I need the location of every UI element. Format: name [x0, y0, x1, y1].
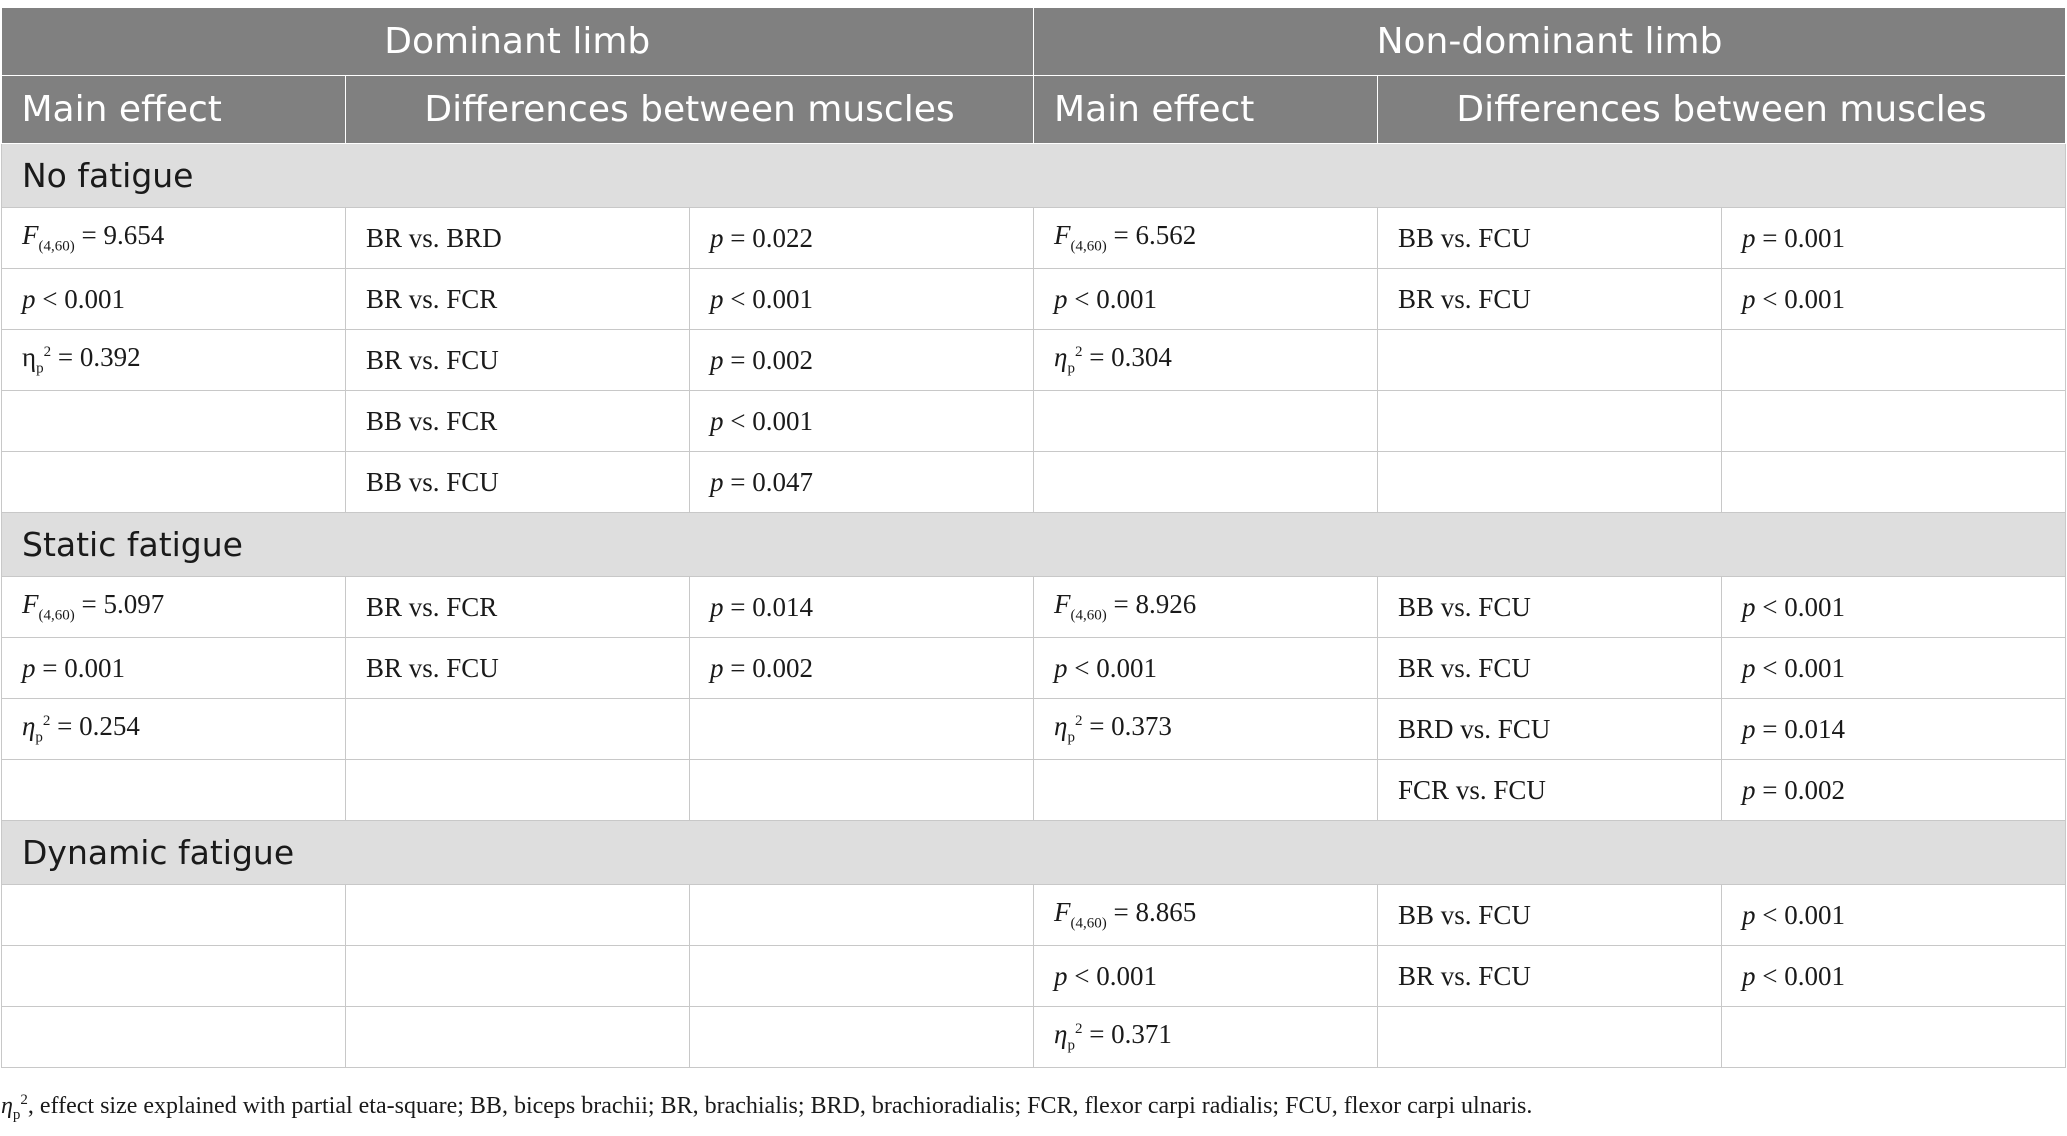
- table-row: [2, 391, 2066, 452]
- p-value: = 0.022: [730, 222, 813, 253]
- eta-value: = 0.371: [1089, 1019, 1172, 1050]
- dominant-main-effect-header: Main effect: [2, 76, 346, 144]
- dominant-main-effect-cell: [2, 452, 346, 513]
- section-row: [2, 821, 2066, 885]
- muscle-pair: BB vs. FCU: [1398, 222, 1531, 253]
- p-value: < 0.001: [1074, 283, 1158, 314]
- muscle-pair: BR vs. FCU: [1398, 652, 1531, 683]
- non-dominant-p-cell: [1722, 391, 2066, 452]
- table-row: [2, 885, 2066, 946]
- non-dominant-muscle-pair-cell: [1378, 946, 1722, 1007]
- dominant-p-cell: [690, 760, 1034, 821]
- non-dominant-main-effect-header: Main effect: [1034, 76, 1378, 144]
- p-value: = 0.001: [1762, 222, 1846, 253]
- non-dominant-main-effect-cell: [1034, 699, 1378, 760]
- muscle-pair: BRD vs. FCU: [1398, 713, 1551, 744]
- p-value: = 0.014: [1762, 713, 1846, 744]
- dominant-muscle-pair-cell: [346, 760, 690, 821]
- eta-superscript: 2: [43, 344, 52, 361]
- non-dominant-p-cell: [1722, 1007, 2066, 1068]
- p-value: = 0.002: [730, 652, 813, 683]
- p-symbol: p: [710, 283, 724, 314]
- dominant-main-effect-cell: [2, 946, 346, 1007]
- non-dominant-main-effect-cell: $F_{(4,60)} = 6.562$: [1034, 208, 1378, 269]
- muscle-pair: BR vs. FCU: [1398, 960, 1531, 991]
- section-title: Dynamic fatigue: [2, 821, 2066, 885]
- non-dominant-muscle-pair-cell: [1378, 391, 1722, 452]
- p-value: < 0.001: [1762, 899, 1846, 930]
- non-dominant-main-effect-cell: [1034, 330, 1378, 391]
- eta-superscript: 2: [1074, 713, 1083, 730]
- dominant-p-cell: [690, 699, 1034, 760]
- non-dominant-p-cell: [1722, 330, 2066, 391]
- muscle-pair: BR vs. FCU: [366, 344, 499, 375]
- table-row: [2, 577, 2066, 638]
- degrees-of-freedom: (4,60): [1070, 915, 1107, 932]
- dominant-p-cell: [690, 330, 1034, 391]
- f-value: 8.926: [1135, 589, 1197, 620]
- eta-symbol: η: [22, 711, 36, 742]
- non-dominant-main-effect-cell: [1034, 1007, 1378, 1068]
- non-dominant-p-cell: [1722, 760, 2066, 821]
- p-value: = 0.014: [730, 591, 813, 622]
- non-dominant-muscle-pair-cell: [1378, 577, 1722, 638]
- section-title: Static fatigue: [2, 513, 2066, 577]
- p-value: < 0.001: [1762, 960, 1846, 991]
- p-value: = 0.002: [730, 344, 813, 375]
- degrees-of-freedom: (4,60): [1070, 238, 1107, 255]
- non-dominant-muscle-pair-cell: [1378, 452, 1722, 513]
- non-dominant-p-cell: [1722, 946, 2066, 1007]
- eta-symbol: η: [1054, 1019, 1068, 1050]
- results-table: [1, 8, 2066, 1068]
- dominant-muscle-pair-cell: [346, 269, 690, 330]
- f-value: 6.562: [1135, 220, 1197, 251]
- f-symbol: F: [22, 220, 39, 251]
- table-footnote: [1, 1092, 1532, 1124]
- non-dominant-main-effect-cell: [1034, 391, 1378, 452]
- muscle-pair: BR vs. FCR: [366, 591, 498, 622]
- p-symbol: p: [710, 591, 724, 622]
- dominant-muscle-pair-cell: [346, 208, 690, 269]
- f-value: 9.654: [103, 220, 165, 251]
- dominant-p-cell: [690, 208, 1034, 269]
- dominant-main-effect-cell: [2, 885, 346, 946]
- non-dominant-p-cell: [1722, 885, 2066, 946]
- muscle-pair: BR vs. FCR: [366, 283, 498, 314]
- non-dominant-main-effect-cell: $F_{(4,60)} = 8.926$: [1034, 577, 1378, 638]
- eta-symbol: η: [22, 342, 37, 373]
- dominant-muscle-pair-cell: [346, 946, 690, 1007]
- eta-subscript: p: [12, 1106, 21, 1123]
- table-row: [2, 946, 2066, 1007]
- f-symbol: F: [22, 589, 39, 620]
- p-value: = 0.047: [730, 466, 813, 497]
- non-dominant-main-effect-cell: [1034, 269, 1378, 330]
- p-symbol: p: [1742, 222, 1756, 253]
- p-symbol: p: [1742, 960, 1756, 991]
- non-dominant-muscle-pair-cell: [1378, 208, 1722, 269]
- p-symbol: p: [710, 466, 724, 497]
- eta-subscript: p: [1067, 360, 1075, 377]
- dominant-main-effect-cell: [2, 391, 346, 452]
- dominant-p-cell: [690, 269, 1034, 330]
- p-value: < 0.001: [730, 283, 813, 314]
- p-symbol: p: [710, 405, 724, 436]
- dominant-p-cell: [690, 1007, 1034, 1068]
- eta-value: = 0.304: [1089, 342, 1172, 373]
- f-symbol: F: [1054, 589, 1071, 620]
- dominant-main-effect-cell: $F_{(4,60)} = 9.654$: [2, 208, 346, 269]
- non-dominant-muscle-pair-cell: [1378, 330, 1722, 391]
- table-row: [2, 760, 2066, 821]
- p-value: = 0.002: [1762, 774, 1846, 805]
- eta-subscript: p: [35, 729, 43, 746]
- table-body: [2, 144, 2066, 1068]
- dominant-muscle-pair-cell: [346, 885, 690, 946]
- dominant-muscle-pair-cell: [346, 1007, 690, 1068]
- non-dominant-main-effect-cell: [1034, 638, 1378, 699]
- p-symbol: p: [1742, 283, 1756, 314]
- f-value: 5.097: [103, 589, 165, 620]
- muscle-pair: BR vs. FCU: [1398, 283, 1531, 314]
- p-value: < 0.001: [1762, 591, 1846, 622]
- eta-superscript: 2: [1074, 344, 1083, 361]
- non-dominant-p-cell: [1722, 208, 2066, 269]
- eta-symbol: η: [1054, 342, 1068, 373]
- p-symbol: p: [22, 652, 36, 683]
- p-symbol: p: [710, 652, 724, 683]
- non-dominant-main-effect-cell: $F_{(4,60)} = 8.865$: [1034, 885, 1378, 946]
- eta-subscript: p: [1067, 729, 1075, 746]
- degrees-of-freedom: (4,60): [38, 238, 75, 255]
- dominant-p-cell: [690, 946, 1034, 1007]
- p-symbol: p: [1742, 652, 1756, 683]
- table-row: [2, 330, 2066, 391]
- p-symbol: p: [1742, 591, 1756, 622]
- degrees-of-freedom: (4,60): [1070, 607, 1107, 624]
- dominant-p-cell: [690, 885, 1034, 946]
- column-header-row: [2, 76, 2066, 144]
- table-row: [2, 269, 2066, 330]
- table-row: [2, 638, 2066, 699]
- non-dominant-main-effect-cell: [1034, 946, 1378, 1007]
- footnote-text: , effect size explained with partial eta-square; BB, biceps brachii; BR, brachialis; BRD, brachioradialis; FCR, flexor carpi radialis; FCU, flexor carpi ulnaris.: [27, 1093, 1533, 1119]
- non-dominant-muscle-pair-cell: [1378, 638, 1722, 699]
- limb-header-row: [2, 8, 2066, 76]
- p-value: < 0.001: [1074, 652, 1158, 683]
- dominant-muscle-pair-cell: [346, 638, 690, 699]
- dominant-muscle-pair-cell: [346, 452, 690, 513]
- dominant-main-effect-cell: [2, 1007, 346, 1068]
- muscle-pair: BB vs. FCU: [1398, 899, 1531, 930]
- p-value: < 0.001: [730, 405, 813, 436]
- dominant-muscle-pair-cell: [346, 577, 690, 638]
- f-symbol: F: [1054, 897, 1071, 928]
- table-row: [2, 208, 2066, 269]
- eta-subscript: p: [1067, 1037, 1075, 1054]
- non-dominant-muscle-pair-cell: [1378, 1007, 1722, 1068]
- eta-superscript: 2: [42, 713, 51, 730]
- p-symbol: p: [22, 283, 36, 314]
- muscle-pair: FCR vs. FCU: [1398, 774, 1546, 805]
- non-dominant-p-cell: [1722, 269, 2066, 330]
- non-dominant-muscle-pair-cell: [1378, 760, 1722, 821]
- p-symbol: p: [1742, 774, 1756, 805]
- eta-symbol: η: [1, 1093, 13, 1119]
- p-value: < 0.001: [42, 283, 125, 314]
- p-symbol: p: [1742, 899, 1756, 930]
- non-dominant-p-cell: [1722, 577, 2066, 638]
- table-row: [2, 699, 2066, 760]
- section-title: No fatigue: [2, 144, 2066, 208]
- p-symbol: p: [1054, 652, 1068, 683]
- muscle-pair: BB vs. FCR: [366, 405, 498, 436]
- dominant-muscle-pair-cell: [346, 699, 690, 760]
- muscle-pair: BR vs. FCU: [366, 652, 499, 683]
- non-dominant-muscle-pair-cell: [1378, 699, 1722, 760]
- dominant-muscle-pair-cell: [346, 391, 690, 452]
- non-dominant-main-effect-cell: [1034, 760, 1378, 821]
- muscle-pair: BR vs. BRD: [366, 222, 502, 253]
- f-symbol: F: [1054, 220, 1071, 251]
- p-value: < 0.001: [1762, 652, 1846, 683]
- section-row: [2, 513, 2066, 577]
- dominant-limb-header: Dominant limb: [2, 8, 1034, 76]
- non-dominant-limb-header: Non-dominant limb: [1034, 8, 2066, 76]
- degrees-of-freedom: (4,60): [38, 607, 75, 624]
- dominant-p-cell: [690, 452, 1034, 513]
- eta-value: = 0.392: [57, 342, 141, 373]
- dominant-p-cell: [690, 391, 1034, 452]
- non-dominant-differences-header: Differences between muscles: [1378, 76, 2066, 144]
- dominant-main-effect-cell: [2, 760, 346, 821]
- dominant-p-cell: [690, 638, 1034, 699]
- p-symbol: p: [710, 344, 724, 375]
- eta-value: = 0.254: [57, 711, 140, 742]
- p-symbol: p: [1054, 960, 1068, 991]
- table-row: [2, 1007, 2066, 1068]
- muscle-pair: BB vs. FCU: [1398, 591, 1531, 622]
- p-symbol: p: [710, 222, 724, 253]
- p-value: < 0.001: [1762, 283, 1846, 314]
- dominant-main-effect-cell: [2, 638, 346, 699]
- f-value: 8.865: [1135, 897, 1197, 928]
- non-dominant-p-cell: [1722, 638, 2066, 699]
- non-dominant-p-cell: [1722, 452, 2066, 513]
- eta-symbol: η: [1054, 711, 1068, 742]
- p-value: = 0.001: [42, 652, 125, 683]
- muscle-pair: BB vs. FCU: [366, 466, 499, 497]
- eta-value: = 0.373: [1089, 711, 1172, 742]
- eta-subscript: p: [36, 360, 44, 377]
- non-dominant-muscle-pair-cell: [1378, 885, 1722, 946]
- dominant-muscle-pair-cell: [346, 330, 690, 391]
- dominant-main-effect-cell: [2, 699, 346, 760]
- non-dominant-main-effect-cell: [1034, 452, 1378, 513]
- eta-superscript: 2: [1074, 1021, 1083, 1038]
- table-row: [2, 452, 2066, 513]
- section-row: [2, 144, 2066, 208]
- non-dominant-muscle-pair-cell: [1378, 269, 1722, 330]
- dominant-main-effect-cell: [2, 269, 346, 330]
- dominant-main-effect-cell: $F_{(4,60)} = 5.097$: [2, 577, 346, 638]
- p-symbol: p: [1742, 713, 1756, 744]
- p-value: < 0.001: [1074, 960, 1158, 991]
- dominant-p-cell: [690, 577, 1034, 638]
- non-dominant-p-cell: [1722, 699, 2066, 760]
- p-symbol: p: [1054, 283, 1068, 314]
- dominant-differences-header: Differences between muscles: [346, 76, 1034, 144]
- dominant-main-effect-cell: [2, 330, 346, 391]
- eta-superscript: 2: [20, 1092, 28, 1108]
